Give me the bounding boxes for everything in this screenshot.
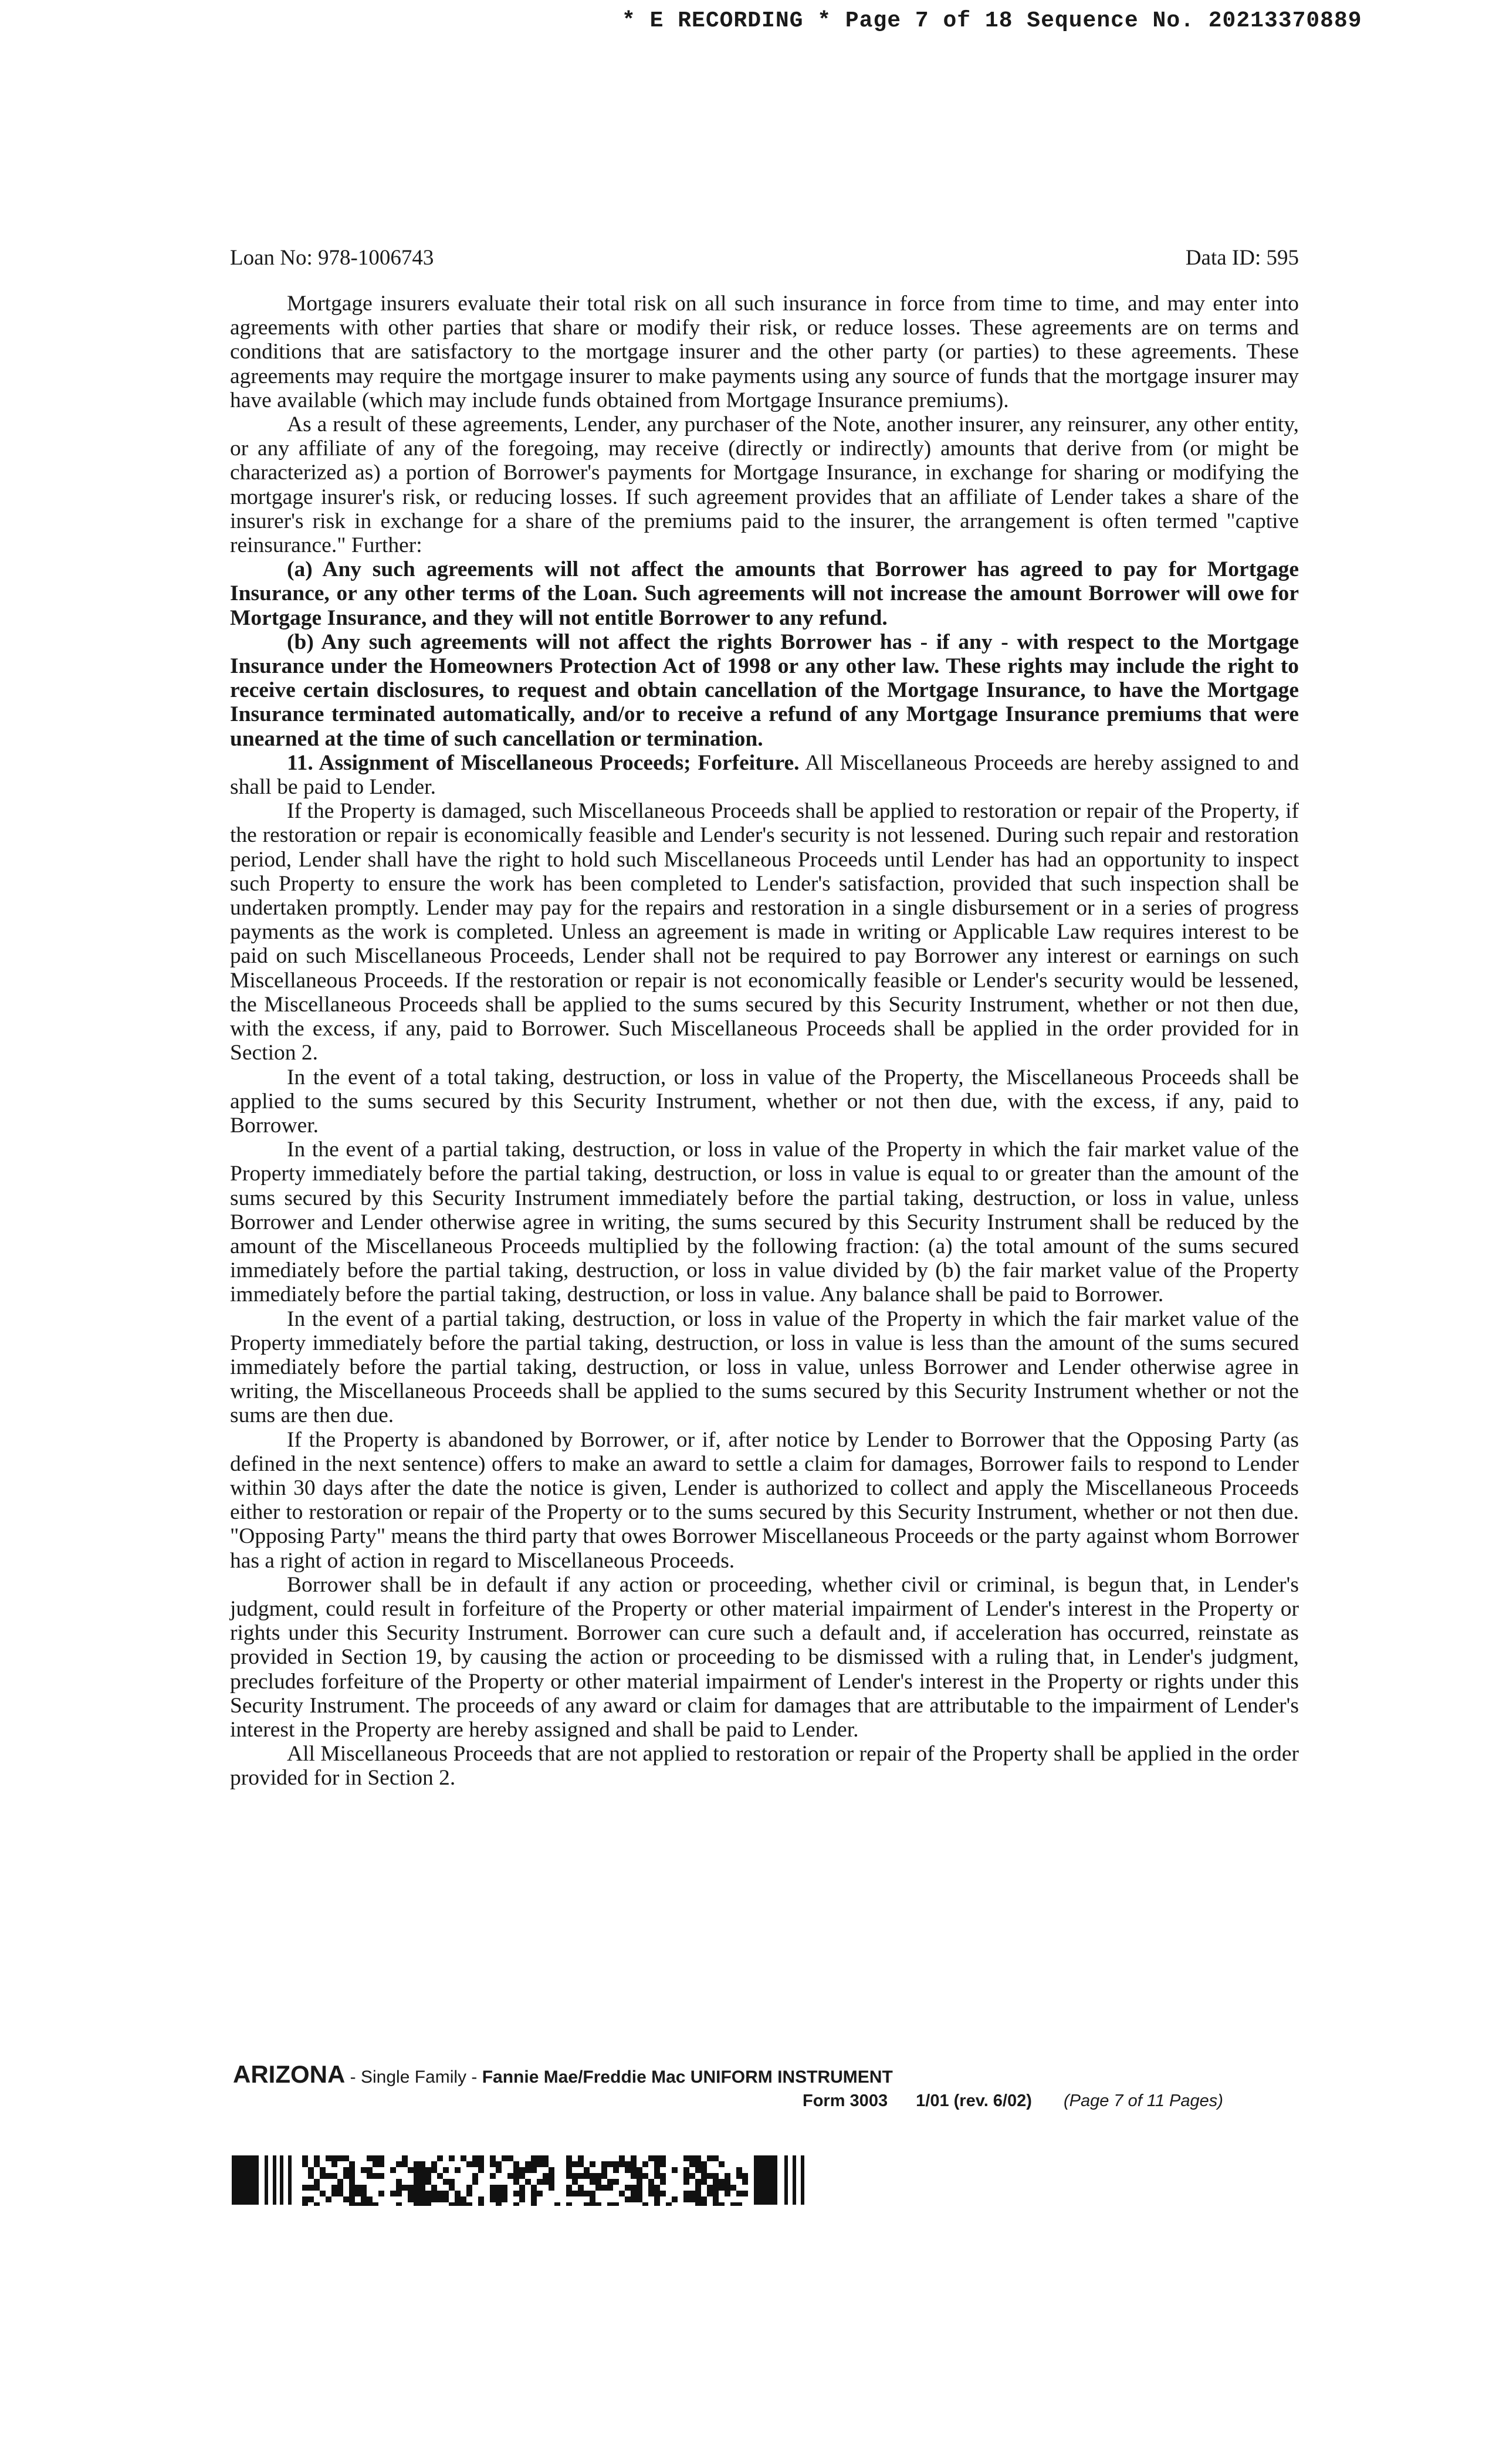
footer-version: 1/01 (rev. 6/02) — [916, 2091, 1032, 2110]
section-11-heading-paragraph — [230, 751, 1299, 799]
paragraph: If the Property is damaged, such Miscellaneous Proceeds shall be applied to restoration or repair of the Property, if the restoration or repair is economically feasible and Lender's security is not lessened. During such repair and restoration period, Lender shall have the right to hold such Miscellaneous Proceeds until Lender has had an opportunity to inspect such Property to ensure the work has been completed to Lender's satisfaction, provided that such inspection shall be undertaken promptly. Lender may pay for the repairs and restoration in a single disbursement or in a series of progress payments as the work is completed. Unless an agreement is made in writing or Applicable Law requires interest to be paid on such Miscellaneous Proceeds, Lender shall not be required to pay Borrower any interest or earnings on such Miscellaneous Proceeds. If the restoration or repair is not economically feasible or Lender's security would be lessened, the Miscellaneous Proceeds shall be applied to the sums secured by this Security Instrument, whether or not then due, with the excess, if any, paid to Borrower. Such Miscellaneous Proceeds shall be applied in the order provided for in Section 2. — [230, 799, 1299, 1065]
paragraph-bold: (b) Any such agreements will not affect the rights Borrower has - if any - with respect to the Mortgage Insurance under the Homeowners Protection Act of 1998 or any other law. These rights may include the right to receive certain disclosures, to request and obtain cancellation of the Mortgage Insurance, to have the Mortgage Insurance terminated automatically, and/or to receive a refund of any Mortgage Insurance premiums that were unearned at the time of such cancellation or termination. — [230, 629, 1299, 751]
loan-number: Loan No: 978-1006743 — [230, 246, 434, 270]
section-11-title: 11. Assignment of Miscellaneous Proceeds; Forfeiture. — [287, 750, 800, 775]
paragraph: If the Property is abandoned by Borrower, or if, after notice by Lender to Borrower that the Opposing Party (as defined in the next sentence) offers to make an award to settle a claim for damages, Borrower fails to respond to Lender within 30 days after the date the notice is given, Lender is authorized to collect and apply the Miscellaneous Proceeds either to restoration or repair of the Property or to the sums secured by this Security Instrument, whether or not then due. "Opposing Party" means the third party that owes Borrower Miscellaneous Proceeds or the party against whom Borrower has a right of action in regard to Miscellaneous Proceeds. — [230, 1427, 1299, 1573]
paragraph: In the event of a partial taking, destruction, or loss in value of the Property in which the fair market value of the Property immediately before the partial taking, destruction, or loss in value is equal to or greater than the amount of the sums secured by this Security Instrument immediately before the partial taking, destruction, or loss in value, unless Borrower and Lender otherwise agree in writing, the sums secured by this Security Instrument shall be reduced by the amount of the Miscellaneous Proceeds multiplied by the following fraction: (a) the total amount of the sums secured immediately before the partial taking, destruction, or loss in value divided by (b) the fair market value of the Property immediately before the partial taking, destruction, or loss in value. Any balance shall be paid to Borrower. — [230, 1138, 1299, 1307]
section-11-lead: All Miscellaneous Proceeds are hereby assigned to and shall be paid to Lender. — [230, 750, 1299, 800]
document-body — [230, 292, 1299, 1791]
paragraph: In the event of a total taking, destruction, or loss in value of the Property, the Miscellaneous Proceeds shall be applied to the sums secured by this Security Instrument, whether or not then due, with the excess, if any, paid to Borrower. — [230, 1065, 1299, 1138]
paragraph: Mortgage insurers evaluate their total risk on all such insurance in force from time to time, and may enter into agreements with other parties that share or modify their risk, or reduce losses. These agreements are on terms and conditions that are satisfactory to the mortgage insurer and the other party (or parties) to these agreements. These agreements may require the mortgage insurer to make payments using any source of funds that the mortgage insurer may have available (which may include funds obtained from Mortgage Insurance premiums). — [230, 292, 1299, 412]
paragraph-bold: (a) Any such agreements will not affect the amounts that Borrower has agreed to pay for Mortgage Insurance, or any other terms of the Loan. Such agreements will not increase the amount Borrower will owe for Mortgage Insurance, and they will not entitle Borrower to any refund. — [230, 557, 1299, 630]
footer-form-line — [803, 2091, 1223, 2111]
footer-state: ARIZONA — [233, 2060, 346, 2088]
paragraph: All Miscellaneous Proceeds that are not applied to restoration or repair of the Property shall be applied in the order provided for in Section 2. — [230, 1742, 1299, 1791]
paragraph: Borrower shall be in default if any action or proceeding, whether civil or criminal, is begun that, in Lender's judgment, could result in forfeiture of the Property or other material impairment of Lender's interest in the Property or rights under this Security Instrument. Borrower can cure such a default and, if acceleration has occurred, reinstate as provided in Section 19, by causing the action or proceeding to be dismissed with a ruling that, in Lender's judgment, precludes forfeiture of the Property or other material impairment of Lender's interest in the Property or rights under this Security Instrument. The proceeds of any award or claim for damages that are attributable to the impairment of Lender's interest in the Property are hereby assigned and shall be paid to Lender. — [230, 1572, 1299, 1742]
data-id: Data ID: 595 — [1185, 246, 1299, 270]
footer-family: - Single Family - — [345, 2067, 482, 2087]
footer-instrument-line — [233, 2060, 893, 2089]
recording-header: * E RECORDING * Page 7 of 18 Sequence No. 20213370889 — [622, 8, 1362, 33]
paragraph: As a result of these agreements, Lender, any purchaser of the Note, another insurer, any reinsurer, any other entity, or any affiliate of any of the foregoing, may receive (directly or indirectly) amounts that derive from (or might be characterized as) a portion of Borrower's payments for Mortgage Insurance, in exchange for sharing or modifying the mortgage insurer's risk, or reducing losses. If such agreement provides that an affiliate of Lender takes a share of the insurer's risk in exchange for a share of the premiums paid to the insurer, the arrangement is often termed "captive reinsurance." Further: — [230, 412, 1299, 558]
loan-header — [230, 245, 1299, 270]
footer-instrument: Fannie Mae/Freddie Mac UNIFORM INSTRUMENT — [482, 2067, 893, 2087]
footer-form: Form 3003 — [803, 2091, 888, 2110]
barcode-graphic — [232, 2152, 807, 2206]
footer-pages: (Page 7 of 11 Pages) — [1063, 2091, 1223, 2110]
paragraph: In the event of a partial taking, destruction, or loss in value of the Property in which the fair market value of the Property immediately before the partial taking, destruction, or loss in value is less than the amount of the sums secured immediately before the partial taking, destruction, or loss in value, unless Borrower and Lender otherwise agree in writing, the Miscellaneous Proceeds shall be applied to the sums secured by this Security Instrument whether or not the sums are then due. — [230, 1307, 1299, 1428]
